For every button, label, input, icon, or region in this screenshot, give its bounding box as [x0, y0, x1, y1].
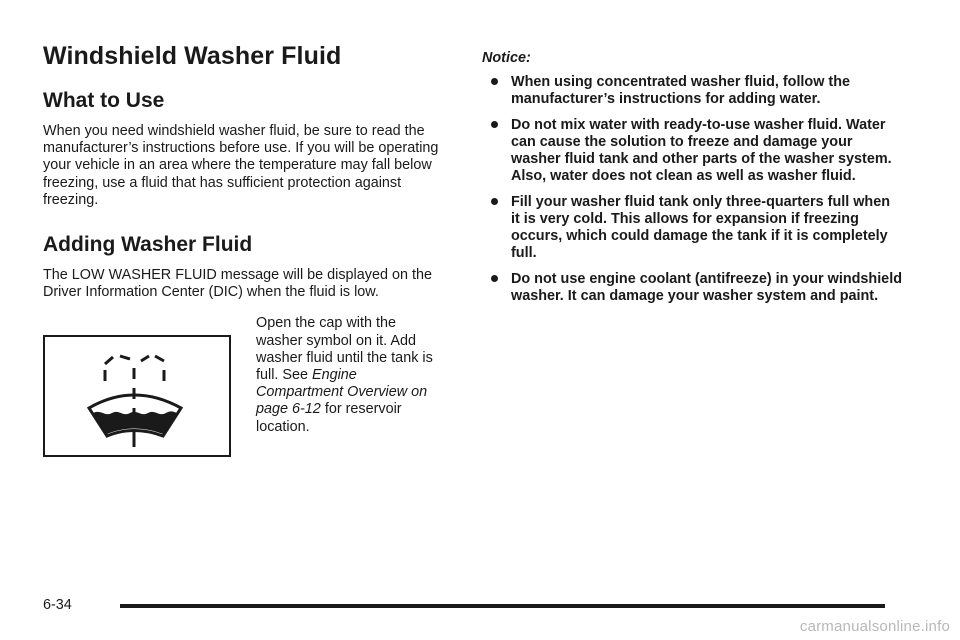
bullet-icon	[491, 121, 498, 128]
notice-item	[482, 117, 902, 185]
bullet-icon	[491, 78, 498, 85]
left-column	[43, 42, 443, 465]
notice-item-text: Do not mix water with ready-to-use washer fluid. Water can cause the solution to freeze and damage your washer fluid tank and other parts of the washer system. Also, water does not clean as well as washer fluid.	[511, 117, 892, 185]
section-body-what-to-use: When you need windshield washer fluid, be sure to read the manufacturer’s instructions before use. If you will be operating your vehicle in an area where the temperature may fall below freezing, use a fluid that has sufficient protection against freezing.	[43, 123, 439, 208]
bullet-icon	[491, 198, 498, 205]
notice-item-text: Do not use engine coolant (antifreeze) in your windshield washer. It can damage your washer system and paint.	[511, 271, 902, 305]
footer-divider	[120, 604, 885, 608]
figure-instructions	[256, 315, 446, 435]
windshield-washer-icon	[45, 337, 229, 455]
notice-label: Notice:	[482, 50, 531, 66]
figure-instructions-tail: for reservoir location.	[256, 401, 402, 435]
section-heading-adding-washer-fluid: Adding Washer Fluid	[43, 233, 253, 257]
watermark: carmanualsonline.info	[799, 618, 950, 635]
section-heading-what-to-use: What to Use	[43, 89, 165, 112]
page-title: Windshield Washer Fluid	[43, 42, 342, 70]
bullet-icon	[491, 275, 498, 282]
notice-item	[482, 74, 902, 108]
notice-list	[482, 74, 902, 305]
notice-item-text: Fill your washer fluid tank only three-quarters full when it is very cold. This allows for expansion if freezing occurs, which could damage the tank if it is completely full.	[511, 194, 891, 262]
section-body-adding-washer-fluid: The LOW WASHER FLUID message will be displayed on the Driver Information Center (DIC) when the fluid is low.	[43, 267, 432, 301]
washer-symbol-figure	[43, 335, 231, 457]
page-number: 6-34	[43, 597, 72, 613]
figure-instructions-text: Open the cap with the washer symbol on it. Add washer fluid until the tank is full. See	[256, 315, 433, 384]
notice-item	[482, 271, 902, 305]
figure-row	[43, 315, 443, 465]
engine-compartment-reference-link[interactable]: Engine Compartment Overview on page 6-12	[256, 367, 428, 418]
right-column	[482, 50, 902, 305]
figure-caption	[256, 315, 446, 435]
notice-item-text: When using concentrated washer fluid, follow the manufacturer’s instructions for adding water.	[511, 74, 851, 108]
notice-item	[482, 194, 902, 262]
